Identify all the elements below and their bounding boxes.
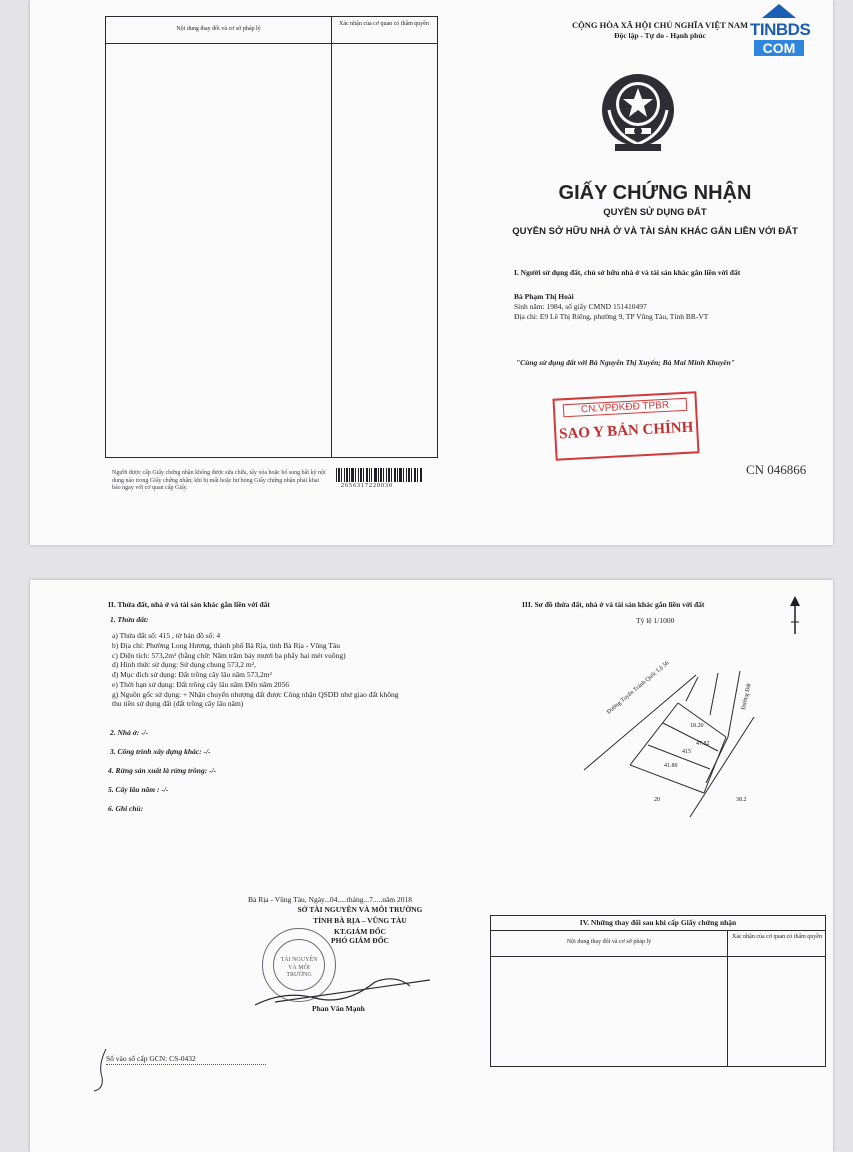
handwritten-mark-icon [88, 1045, 118, 1095]
map-lot-id: 415 [682, 749, 691, 755]
section4-heading: IV. Những thay đổi sau khi cấp Giấy chứng nhận [579, 918, 737, 927]
parcel-map [578, 660, 768, 820]
land-line: đ) Mục đích sử dụng: Đất trồng cây lâu năm 573,2m² [112, 670, 272, 679]
signature-icon [245, 960, 445, 1010]
certificate-note: Người được cấp Giấy chứng nhận không được sửa chữa, tẩy xóa hoặc bổ sung bất kỳ nội dung nào trong Giấy chứng nhận; khi bị mất hoặc hư hỏng Giấy chứng nhận phải khai báo ngay với cơ quan cấp Giấy. [112, 470, 326, 491]
certificate-page-back [30, 580, 833, 1152]
land-line: e) Thời hạn sử dụng: Đất trồng cây lâu năm Đến năm 2056 [112, 679, 290, 689]
deputy-director: PHÓ GIÁM ĐỐC [331, 936, 389, 945]
land-line: g) Nguồn gốc sử dụng: + Nhận chuyển nhượng đất được Công nhận QSDĐ như giao đất không [112, 689, 399, 699]
co-users: "Cùng sử dụng đất với Bà Nguyễn Thị Xuyến; Bà Mai Minh Khuyên" [516, 358, 735, 367]
land-line: b) Địa chỉ: Phường Long Hương, thành phố Bà Rịa, tỉnh Bà Rịa - Vũng Tàu [112, 640, 341, 650]
land-details [112, 631, 492, 709]
department: SỞ TÀI NGUYÊN VÀ MÔI TRƯỜNG [297, 905, 423, 914]
certificate-page-front [30, 0, 833, 545]
table-col2-header: Xác nhận của cơ quan có thẩm quyền [732, 934, 822, 940]
republic-heading: CỘNG HÒA XÃ HỘI CHỦ NGHĨA VIỆT NAM [571, 20, 749, 30]
north-arrow-icon [788, 596, 802, 636]
section1-heading: I. Người sử dụng đất, chủ sở hữu nhà ở và tài sản khác gắn liền với đất [514, 268, 741, 277]
kt-director: KT.GIÁM ĐỐC [334, 927, 386, 936]
certified-copy-stamp [552, 391, 699, 460]
barcode [336, 468, 422, 482]
motto: Độc lập - Tự do - Hạnh phúc [614, 31, 706, 40]
map-dimension: 41.80 [664, 763, 678, 769]
certificate-title: GIẤY CHỨNG NHẬN [558, 182, 752, 204]
changes-table-col2-header: Xác nhận của cơ quan có thẩm quyền [339, 21, 429, 27]
map-dimension: 38.2 [736, 797, 747, 803]
owner-address: Địa chỉ: E9 Lê Thị Riêng, phường 9, TP Vũng Tàu, Tỉnh BR-VT [514, 312, 709, 321]
map-road-label-2: Đường Đất [740, 682, 753, 711]
changes-after-issuance-table [490, 915, 826, 1067]
map-dimension: 47.82 [696, 741, 710, 747]
land-line: c) Diện tích: 573,2m² (bằng chữ: Năm trăm bảy mươi ba phẩy hai mét vuông) [112, 650, 346, 660]
seal-text: TÀI NGUYÊN VÀ MÔI TRƯỜNG [280, 957, 318, 978]
map-dimension: 20 [654, 797, 660, 803]
national-emblem-icon [595, 70, 681, 154]
land-heading: 1. Thửa đất: [110, 615, 149, 624]
table-col1-header: Nội dung thay đổi và cơ sở pháp lý [566, 939, 652, 945]
notes-item: 6. Ghi chú: [108, 804, 144, 813]
land-line: d) Hình thức sử dụng: Sử dụng chung 573,2 m², [112, 660, 256, 670]
land-line: thu tiền sử dụng đất (đất trồng cây lâu năm) [112, 699, 244, 709]
house-item: 2. Nhà ở: -/- [110, 728, 149, 737]
changes-table-col1-header: Nội dung thay đổi và cơ sở pháp lý [176, 26, 261, 32]
signer-name: Phan Văn Mạnh [312, 1004, 365, 1013]
owner-name: Bà Phạm Thị Hoài [514, 292, 574, 301]
other-construction-item: 3. Công trình xây dựng khác: -/- [110, 747, 211, 756]
section3-heading: III. Sơ đồ thửa đất, nhà ở và tài sản khác gắn liền với đất [522, 600, 705, 609]
forest-item: 4. Rừng sản xuất là rừng trồng: -/- [108, 766, 217, 775]
barcode-number: 2656317220030 [341, 483, 393, 489]
map-road-label-1: Đường Tuyến Tránh Quốc Lộ 56 [606, 660, 671, 716]
map-dimension: 18.20 [690, 723, 704, 729]
owner-birth: Sinh năm: 1984, số giấy CMND 151410497 [514, 302, 647, 311]
stamp-office: CN.VPĐKĐĐ TPBR [563, 398, 688, 417]
tinbds-logo: TINBDS COM [748, 4, 810, 62]
land-line: a) Thửa đất số: 415 , tờ bản đồ số: 4 [112, 631, 221, 640]
province: TỈNH BÀ RỊA – VŨNG TÀU [313, 916, 407, 925]
section2-heading: II. Thửa đất, nhà ở và tài sản khác gắn liền với đất [108, 600, 270, 609]
changes-table-front [105, 16, 438, 458]
certificate-subtitle-2: QUYỀN SỞ HỮU NHÀ Ở VÀ TÀI SẢN KHÁC GẮN LIỀN VỚI ĐẤT [512, 226, 798, 237]
signing-place-date: Bà Rịa - Vũng Tàu, Ngày...04.....tháng...7.....năm 2018 [248, 895, 413, 904]
registry-number: Số vào sổ cấp GCN: CS-0432 [106, 1054, 266, 1065]
certificate-subtitle-1: QUYỀN SỬ DỤNG ĐẤT [603, 207, 707, 218]
serial-number: CN 046866 [746, 462, 807, 477]
stamp-certified-copy: SAO Y BẢN CHÍNH [558, 419, 694, 443]
perennial-tree-item: 5. Cây lâu năm : -/- [108, 785, 169, 794]
map-scale: Tỷ lệ 1/1000 [636, 616, 675, 625]
